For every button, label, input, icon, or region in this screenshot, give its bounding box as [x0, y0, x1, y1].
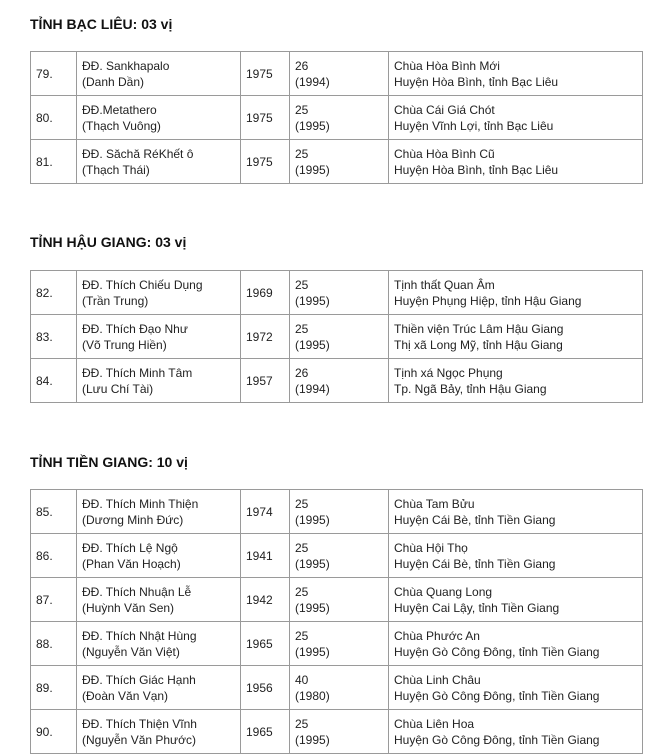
age: 25 [295, 102, 309, 117]
ordination-year: (1994) [295, 381, 330, 396]
row-number: 89. [31, 666, 77, 710]
row-number: 86. [31, 534, 77, 578]
monk-name: ĐĐ. Thích Minh Tâm [82, 365, 193, 380]
ordination-year: (1995) [295, 512, 330, 527]
ordination-year: (1995) [295, 293, 330, 308]
ordination-year: (1995) [295, 162, 330, 177]
row-number: 80. [31, 96, 77, 140]
temple-location: Huyện Cái Bè, tỉnh Tiền Giang [394, 556, 556, 571]
temple-location: Huyện Gò Công Đông, tỉnh Tiền Giang [394, 732, 600, 747]
temple-name: Tịnh thất Quan Âm [394, 277, 495, 292]
temple-location: Huyện Cái Bè, tỉnh Tiền Giang [394, 512, 556, 527]
birth-year: 1975 [241, 52, 290, 96]
temple-name: Chùa Liên Hoa [394, 716, 475, 731]
monk-name: ĐĐ. Thích Chiếu Dụng [82, 277, 203, 292]
monk-name: ĐĐ. Thích Lệ Ngộ [82, 540, 178, 555]
age-cell [290, 578, 389, 622]
birth-year: 1972 [241, 315, 290, 359]
birth-year: 1957 [241, 359, 290, 403]
temple-cell [389, 622, 643, 666]
row-number: 85. [31, 490, 77, 534]
table-row [31, 359, 643, 403]
age: 25 [295, 146, 309, 161]
monk-name-cell [77, 271, 241, 315]
age: 25 [295, 277, 309, 292]
row-number: 90. [31, 710, 77, 754]
table-row [31, 315, 643, 359]
age: 25 [295, 628, 309, 643]
temple-location: Tp. Ngã Bảy, tỉnh Hậu Giang [394, 381, 547, 396]
temple-name: Chùa Hòa Bình Mới [394, 58, 500, 73]
table-row [31, 271, 643, 315]
age: 25 [295, 540, 309, 555]
table-row [31, 534, 643, 578]
monk-name: ĐĐ.Metathero [82, 102, 157, 117]
table-row [31, 666, 643, 710]
monk-table-bac-lieu [30, 51, 643, 184]
table-row [31, 490, 643, 534]
row-number: 79. [31, 52, 77, 96]
age: 26 [295, 365, 309, 380]
monk-name: ĐĐ. Thích Nhật Hùng [82, 628, 197, 643]
age-cell [290, 622, 389, 666]
temple-location: Huyện Phụng Hiệp, tỉnh Hậu Giang [394, 293, 582, 308]
monk-name-cell [77, 710, 241, 754]
age-cell [290, 490, 389, 534]
birth-year: 1974 [241, 490, 290, 534]
temple-name: Chùa Cái Giá Chót [394, 102, 495, 117]
ordination-year: (1995) [295, 644, 330, 659]
temple-location: Huyện Hòa Bình, tỉnh Bạc Liêu [394, 162, 559, 177]
temple-cell [389, 140, 643, 184]
age-cell [290, 96, 389, 140]
temple-cell [389, 710, 643, 754]
birth-year: 1975 [241, 96, 290, 140]
monk-name-cell [77, 52, 241, 96]
temple-cell [389, 271, 643, 315]
lay-name: (Đoàn Văn Vạn) [82, 688, 169, 703]
age: 25 [295, 496, 309, 511]
row-number: 82. [31, 271, 77, 315]
monk-name-cell [77, 140, 241, 184]
temple-name: Chùa Tam Bửu [394, 496, 475, 511]
temple-location: Huyện Vĩnh Lợi, tỉnh Bạc Liêu [394, 118, 554, 133]
monk-name-cell [77, 96, 241, 140]
age-cell [290, 52, 389, 96]
monk-name-cell [77, 534, 241, 578]
monk-name-cell [77, 315, 241, 359]
temple-cell [389, 359, 643, 403]
ordination-year: (1980) [295, 688, 330, 703]
table-row [31, 52, 643, 96]
row-number: 87. [31, 578, 77, 622]
temple-name: Thiền viện Trúc Lâm Hậu Giang [394, 321, 564, 336]
temple-name: Chùa Hội Thọ [394, 540, 468, 555]
monk-name-cell [77, 490, 241, 534]
monk-name: ĐĐ. Thích Thiện Vĩnh [82, 716, 197, 731]
table-row [31, 622, 643, 666]
temple-cell [389, 666, 643, 710]
lay-name: (Dương Minh Đức) [82, 512, 184, 527]
temple-location: Huyện Hòa Bình, tỉnh Bạc Liêu [394, 74, 559, 89]
section-title-bac-lieu: TỈNH BẠC LIÊU: 03 vị [30, 16, 173, 32]
ordination-year: (1995) [295, 600, 330, 615]
row-number: 83. [31, 315, 77, 359]
ordination-year: (1995) [295, 118, 330, 133]
lay-name: (Võ Trung Hiền) [82, 337, 167, 352]
ordination-year: (1995) [295, 556, 330, 571]
monk-name: ĐĐ. Săchă RéKhết ô [82, 146, 194, 161]
lay-name: (Danh Dần) [82, 74, 145, 89]
age-cell [290, 534, 389, 578]
age: 40 [295, 672, 309, 687]
temple-location: Huyện Gò Công Đông, tỉnh Tiền Giang [394, 688, 600, 703]
temple-cell [389, 490, 643, 534]
monk-name: ĐĐ. Sankhapalo [82, 58, 170, 73]
table-row [31, 578, 643, 622]
temple-name: Tịnh xá Ngọc Phụng [394, 365, 503, 380]
age-cell [290, 271, 389, 315]
lay-name: (Phan Văn Hoạch) [82, 556, 181, 571]
ordination-year: (1994) [295, 74, 330, 89]
lay-name: (Lưu Chí Tài) [82, 381, 154, 396]
table-row [31, 96, 643, 140]
row-number: 84. [31, 359, 77, 403]
monk-name-cell [77, 359, 241, 403]
age: 25 [295, 716, 309, 731]
temple-cell [389, 534, 643, 578]
temple-location: Thị xã Long Mỹ, tỉnh Hậu Giang [394, 337, 563, 352]
monk-table-hau-giang [30, 270, 643, 403]
temple-name: Chùa Linh Châu [394, 672, 481, 687]
temple-cell [389, 578, 643, 622]
birth-year: 1965 [241, 622, 290, 666]
lay-name: (Trần Trung) [82, 293, 149, 308]
lay-name: (Thạch Thái) [82, 162, 150, 177]
birth-year: 1941 [241, 534, 290, 578]
lay-name: (Nguyễn Văn Việt) [82, 644, 180, 659]
monk-name: ĐĐ. Thích Nhuận Lễ [82, 584, 192, 599]
temple-cell [389, 52, 643, 96]
row-number: 81. [31, 140, 77, 184]
age-cell [290, 359, 389, 403]
temple-location: Huyện Gò Công Đông, tỉnh Tiền Giang [394, 644, 600, 659]
lay-name: (Nguyễn Văn Phước) [82, 732, 196, 747]
ordination-year: (1995) [295, 337, 330, 352]
birth-year: 1965 [241, 710, 290, 754]
lay-name: (Thạch Vuông) [82, 118, 161, 133]
age-cell [290, 315, 389, 359]
row-number: 88. [31, 622, 77, 666]
monk-name: ĐĐ. Thích Giác Hạnh [82, 672, 196, 687]
monk-name: ĐĐ. Thích Minh Thiện [82, 496, 199, 511]
age-cell [290, 666, 389, 710]
temple-name: Chùa Phước An [394, 628, 480, 643]
age: 25 [295, 584, 309, 599]
table-row [31, 140, 643, 184]
section-title-hau-giang: TỈNH HẬU GIANG: 03 vị [30, 234, 187, 250]
section-title-tien-giang: TỈNH TIỀN GIANG: 10 vị [30, 454, 188, 470]
birth-year: 1956 [241, 666, 290, 710]
birth-year: 1975 [241, 140, 290, 184]
birth-year: 1942 [241, 578, 290, 622]
monk-name-cell [77, 622, 241, 666]
monk-name-cell [77, 666, 241, 710]
temple-name: Chùa Quang Long [394, 584, 493, 599]
temple-location: Huyện Cai Lậy, tỉnh Tiền Giang [394, 600, 560, 615]
ordination-year: (1995) [295, 732, 330, 747]
age-cell [290, 140, 389, 184]
monk-name: ĐĐ. Thích Đạo Như [82, 321, 188, 336]
temple-cell [389, 96, 643, 140]
monk-name-cell [77, 578, 241, 622]
birth-year: 1969 [241, 271, 290, 315]
temple-name: Chùa Hòa Bình Cũ [394, 146, 495, 161]
age: 26 [295, 58, 309, 73]
temple-cell [389, 315, 643, 359]
age: 25 [295, 321, 309, 336]
age-cell [290, 710, 389, 754]
table-row [31, 710, 643, 754]
lay-name: (Huỳnh Văn Sen) [82, 600, 175, 615]
monk-table-tien-giang [30, 489, 643, 754]
